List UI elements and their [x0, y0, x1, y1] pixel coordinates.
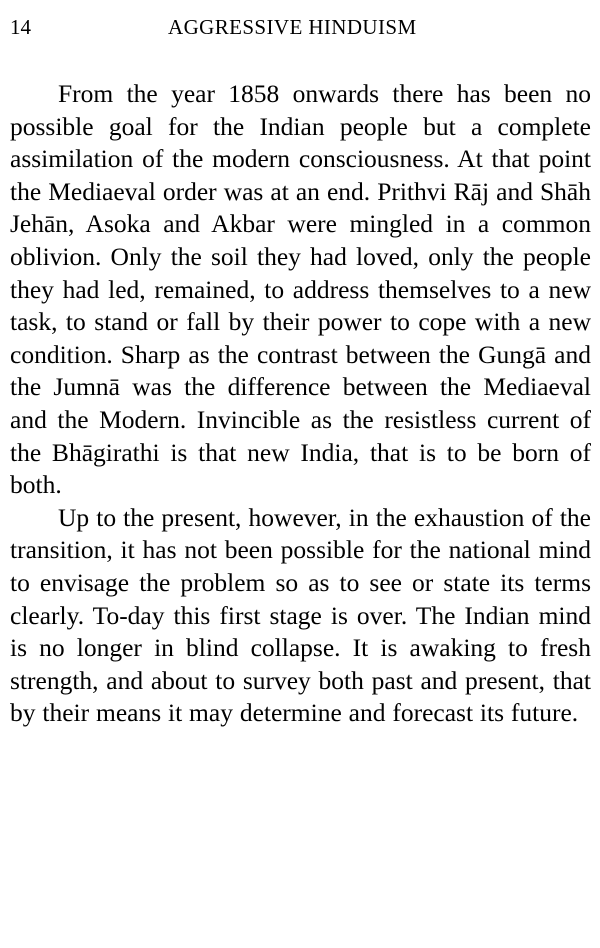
running-title: AGGRESSIVE HINDUISM [168, 15, 417, 39]
paragraph-1: From the year 1858 onwards there has been no possible goal for the Indian people but a complete assimilation of the modern consciousness. At that point the Mediaeval order was at an end. Prithvi Rāj and Shāh Jehān, Asoka and Akbar were mingled in a common oblivion. Only the soil they had loved, only the people they had led, remained, to address themselves to a new task, to stand or fall by their power to cope with a new condition. Sharp as the contrast between the Gungā and the Jumnā was the difference between the Mediaeval and the Modern. Invincible as the resistless current of the Bhāgirathi is that new India, that is to be born of both. [10, 79, 591, 500]
paragraph-2: Up to the present, however, in the exhaustion of the transition, it has not been possible for the national mind to envisage the problem so as to see or state its terms clearly. To-day this first stage is over. The Indian mind is no longer in blind collapse. It is awaking to fresh strength, and about to survey both past and present, that by their means it may determine and forecast its future. [10, 502, 591, 728]
running-head [10, 12, 590, 42]
body-text [10, 78, 591, 730]
page-number: 14 [10, 15, 31, 39]
